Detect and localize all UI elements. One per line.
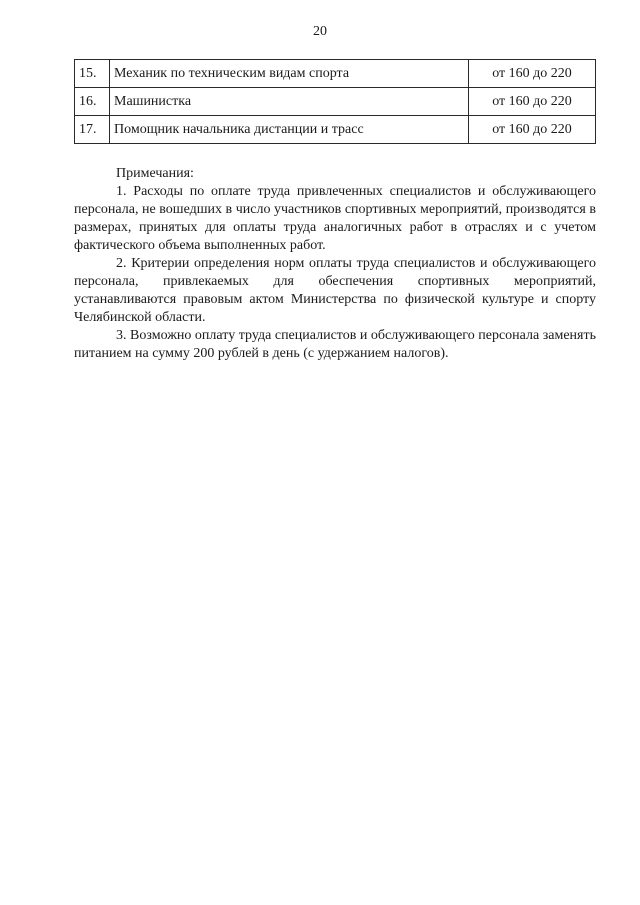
note-item: 2. Критерии определения норм оплаты труда специалистов и обслуживающего персонала, привлекаемых для обеспечения спортивных мероприятий, устанавливаются правовым актом Министерства по физической культуре и спорту Челябинской области. bbox=[74, 256, 596, 325]
position-name: Механик по техническим видам спорта bbox=[110, 60, 469, 88]
page-number: 20 bbox=[313, 24, 327, 39]
pay-range: от 160 до 220 bbox=[469, 88, 596, 116]
row-number: 17. bbox=[75, 116, 110, 144]
notes-section bbox=[74, 165, 596, 363]
note-item: 1. Расходы по оплате труда привлеченных специалистов и обслуживающего персонала, не вошедших в число участников спортивных мероприятий, производятся в размерах, принятых для оплаты труда аналогичных работ в отраслях и с учетом фактического объема выполненных работ. bbox=[74, 184, 596, 253]
note-item: 3. Возможно оплату труда специалистов и обслуживающего персонала заменять питанием на сумму 200 рублей в день (с удержанием налогов). bbox=[74, 328, 596, 361]
position-name: Машинистка bbox=[110, 88, 469, 116]
notes-heading: Примечания: bbox=[116, 166, 194, 181]
pay-range: от 160 до 220 bbox=[469, 116, 596, 144]
row-number: 16. bbox=[75, 88, 110, 116]
pay-range: от 160 до 220 bbox=[469, 60, 596, 88]
table-row bbox=[75, 60, 596, 88]
row-number: 15. bbox=[75, 60, 110, 88]
table-row bbox=[75, 116, 596, 144]
position-name: Помощник начальника дистанции и трасс bbox=[110, 116, 469, 144]
rates-table bbox=[74, 59, 596, 144]
table-row bbox=[75, 88, 596, 116]
